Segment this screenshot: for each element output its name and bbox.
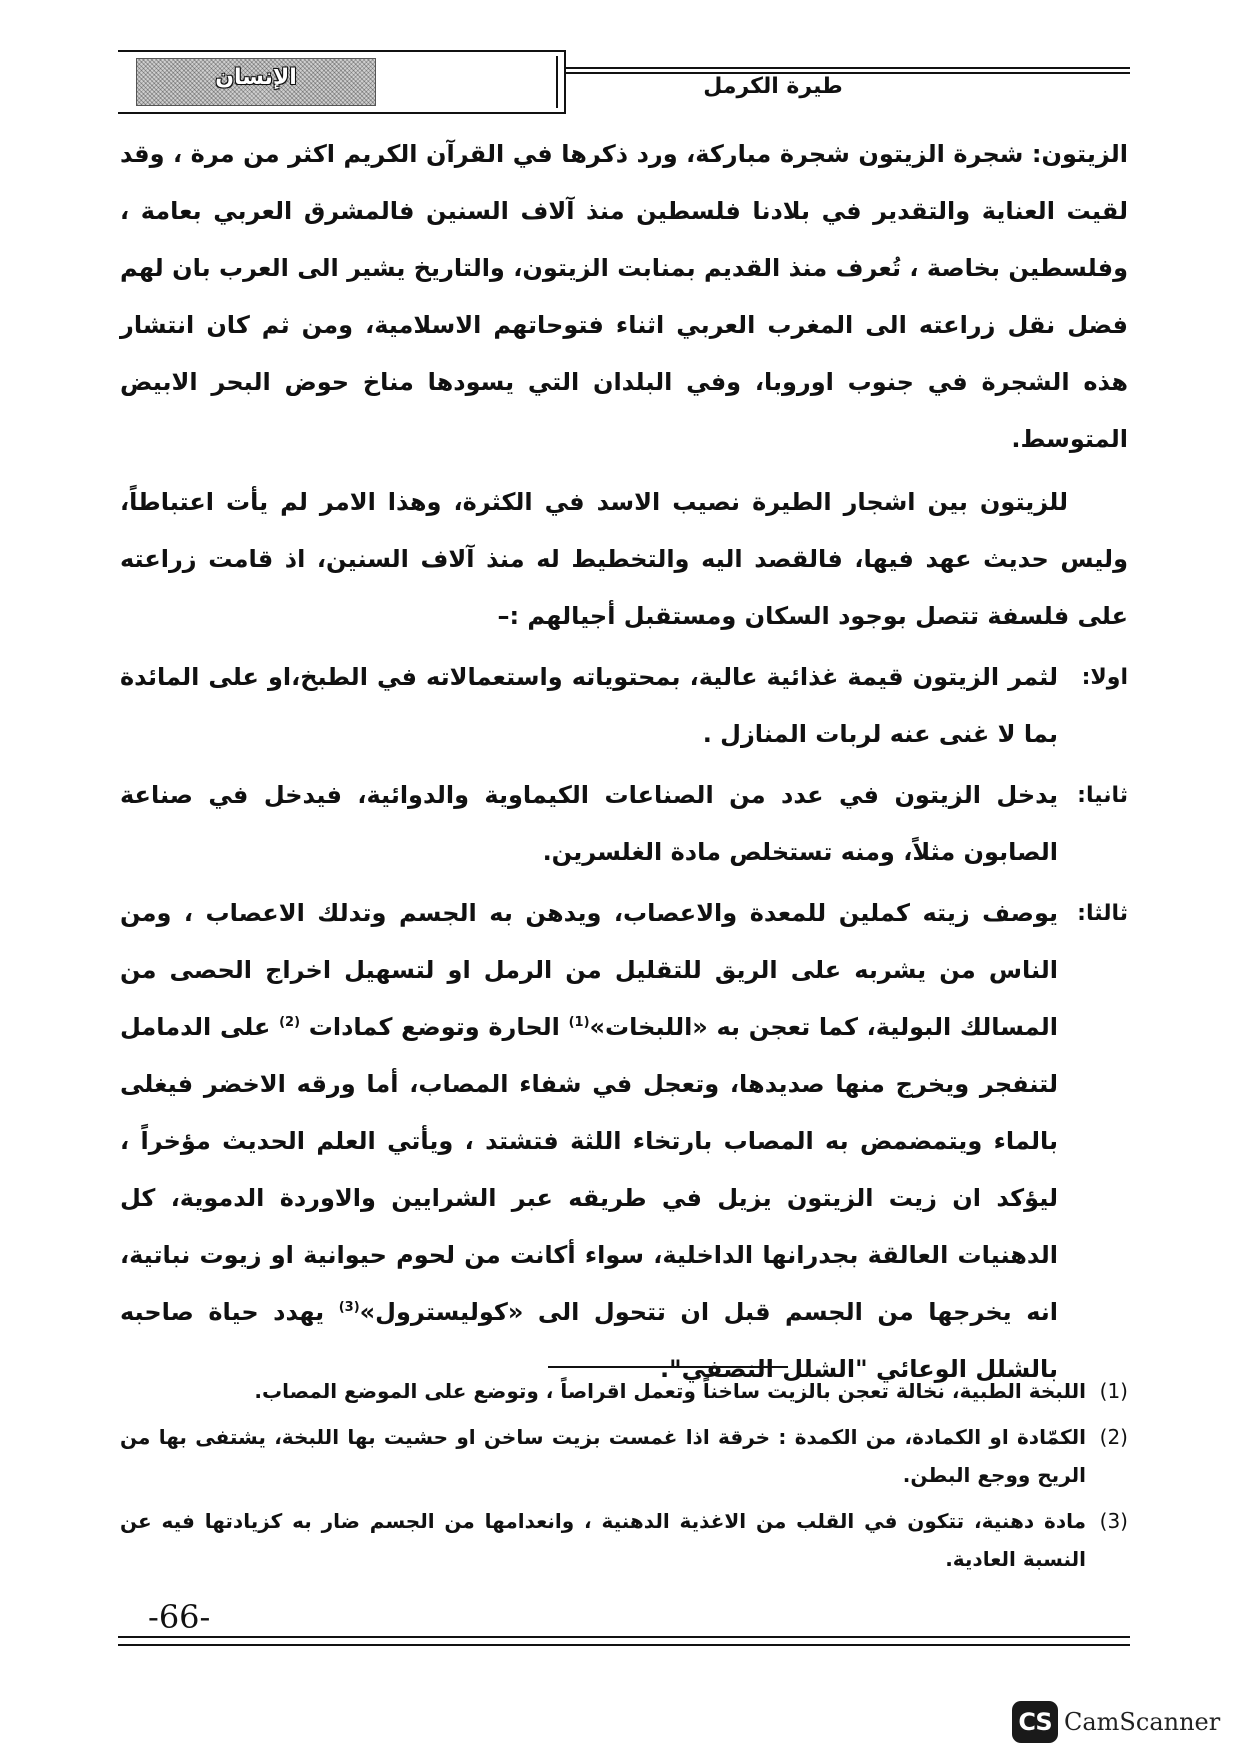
list-item-third	[120, 885, 1128, 1398]
running-title: طيرة الكرمل	[703, 74, 843, 99]
list-item-label: ثانيا:	[1077, 783, 1128, 808]
footnotes	[120, 1372, 1128, 1586]
page-header	[118, 50, 1130, 122]
badge-text: الإنسان	[215, 65, 297, 90]
paragraph-lead-term: الزيتون:	[1031, 140, 1128, 168]
footnote-number: (2)	[1099, 1425, 1128, 1449]
list-item-label: ثالثا:	[1077, 901, 1128, 926]
camscanner-logo-icon: CS	[1012, 1701, 1058, 1743]
footnote-ref-3: (3)	[338, 1300, 360, 1315]
footnote-1	[120, 1372, 1128, 1410]
list-item-text	[120, 885, 1058, 1398]
text-segment: على الدمامل لتنفجر ويخرج منها صديدها، وتعجل في شفاء المصاب، أما ورقه الاخضر فيغلى بالماء ويتمضمض به المصاب بارتخاء اللثة فتشتد ، ويأتي العلم الحديث مؤخراً ، ليؤكد ان زيت الزيتون يزيل في طريقه عبر الشرايين والاوردة الدموية، كل الدهنيات العالقة بجدرانها الداخلية، سواء أكانت من لحوم حيوانية او زيوت نباتية، انه يخرجها من الجسم قبل ان تتحول الى «كوليسترول»	[120, 1013, 1058, 1326]
text-segment: يهدد حياة صاحبه بالشلل الوعائي "الشلل النصفي".	[120, 1298, 1058, 1383]
footnote-ref-2: (2)	[279, 1015, 301, 1030]
list-item-text: يدخل الزيتون في عدد من الصناعات الكيماوية والدوائية، فيدخل في صناعة الصابون مثلاً، ومنه تستخلص مادة الغلسرين.	[120, 781, 1058, 866]
main-text	[120, 126, 1128, 1398]
list-item-second	[120, 767, 1128, 881]
list-item-text: لثمر الزيتون قيمة غذائية عالية، بمحتوياته واستعمالاته في الطبخ،او على المائدة بما لا غنى عنه لربات المنازل .	[120, 663, 1058, 748]
footer-rule-top	[118, 1636, 1130, 1638]
footnote-2	[120, 1418, 1128, 1494]
paragraph-olive-intro	[120, 126, 1128, 468]
footnote-text: اللبخة الطبية، نخالة تعجن بالزيت ساخناً وتعمل اقراصاً ، وتوضع على الموضع المصاب.	[254, 1379, 1086, 1403]
footer-rule-bottom	[118, 1644, 1130, 1646]
camscanner-watermark	[1012, 1700, 1220, 1744]
footnote-ref-1: (1)	[568, 1015, 590, 1030]
footnote-separator	[548, 1366, 788, 1368]
footnote-text: الكمّادة او الكمادة، من الكمدة : خرقة اذا غمست بزيت ساخن او حشيت بها اللبخة، يشتفى بها من الريح ووجع البطن.	[120, 1425, 1086, 1487]
camscanner-name: CamScanner	[1064, 1708, 1221, 1736]
footnote-number: (3)	[1099, 1509, 1128, 1533]
paragraph-tira-olives: للزيتون بين اشجار الطيرة نصيب الاسد في الكثرة، وهذا الامر لم يأت اعتباطاً، وليس حديث عهد فيها، فالقصد اليه والتخطيط له منذ آلاف السنين، اذ قامت زراعته على فلسفة تتصل بوجود السكان ومستقبل أجيالهم :–	[120, 488, 1128, 630]
publication-badge	[136, 58, 376, 106]
footnote-3	[120, 1502, 1128, 1578]
text-segment: الحارة وتوضع كمادات	[300, 1013, 569, 1041]
page-number: -66-	[148, 1598, 211, 1636]
paragraph-text: شجرة الزيتون شجرة مباركة، ورد ذكرها في القرآن الكريم اكثر من مرة ، وقد لقيت العناية والتقدير في بلادنا فلسطين منذ آلاف السنين فالمشرق العربي بعامة ، وفلسطين بخاصة ، تُعرف منذ القديم بمنابت الزيتون، والتاريخ يشير الى العرب بان لهم فضل نقل زراعته الى المغرب العربي اثناء فتوحاتهم الاسلامية، ومن ثم كان انتشار هذه الشجرة في جنوب اوروبا، وفي البلدان التي يسودها مناخ حوض البحر الابيض المتوسط.	[120, 140, 1128, 453]
footnote-text: مادة دهنية، تتكون في القلب من الاغذية الدهنية ، وانعدامها من الجسم ضار به كزيادتها فيه عن النسبة العادية.	[120, 1509, 1086, 1571]
list-item-label: اولا:	[1081, 665, 1128, 690]
footnote-number: (1)	[1099, 1379, 1128, 1403]
header-box	[118, 50, 566, 114]
list-item-first	[120, 649, 1128, 763]
text-segment: يوصف زيته كملين للمعدة والاعصاب، ويدهن به الجسم وتدلك الاعصاب ، ومن الناس من يشربه على الريق للتقليل من الرمل او لتسهيل اخراج الحصى من المسالك البولية، كما تعجن به «اللبخات»	[120, 899, 1058, 1041]
